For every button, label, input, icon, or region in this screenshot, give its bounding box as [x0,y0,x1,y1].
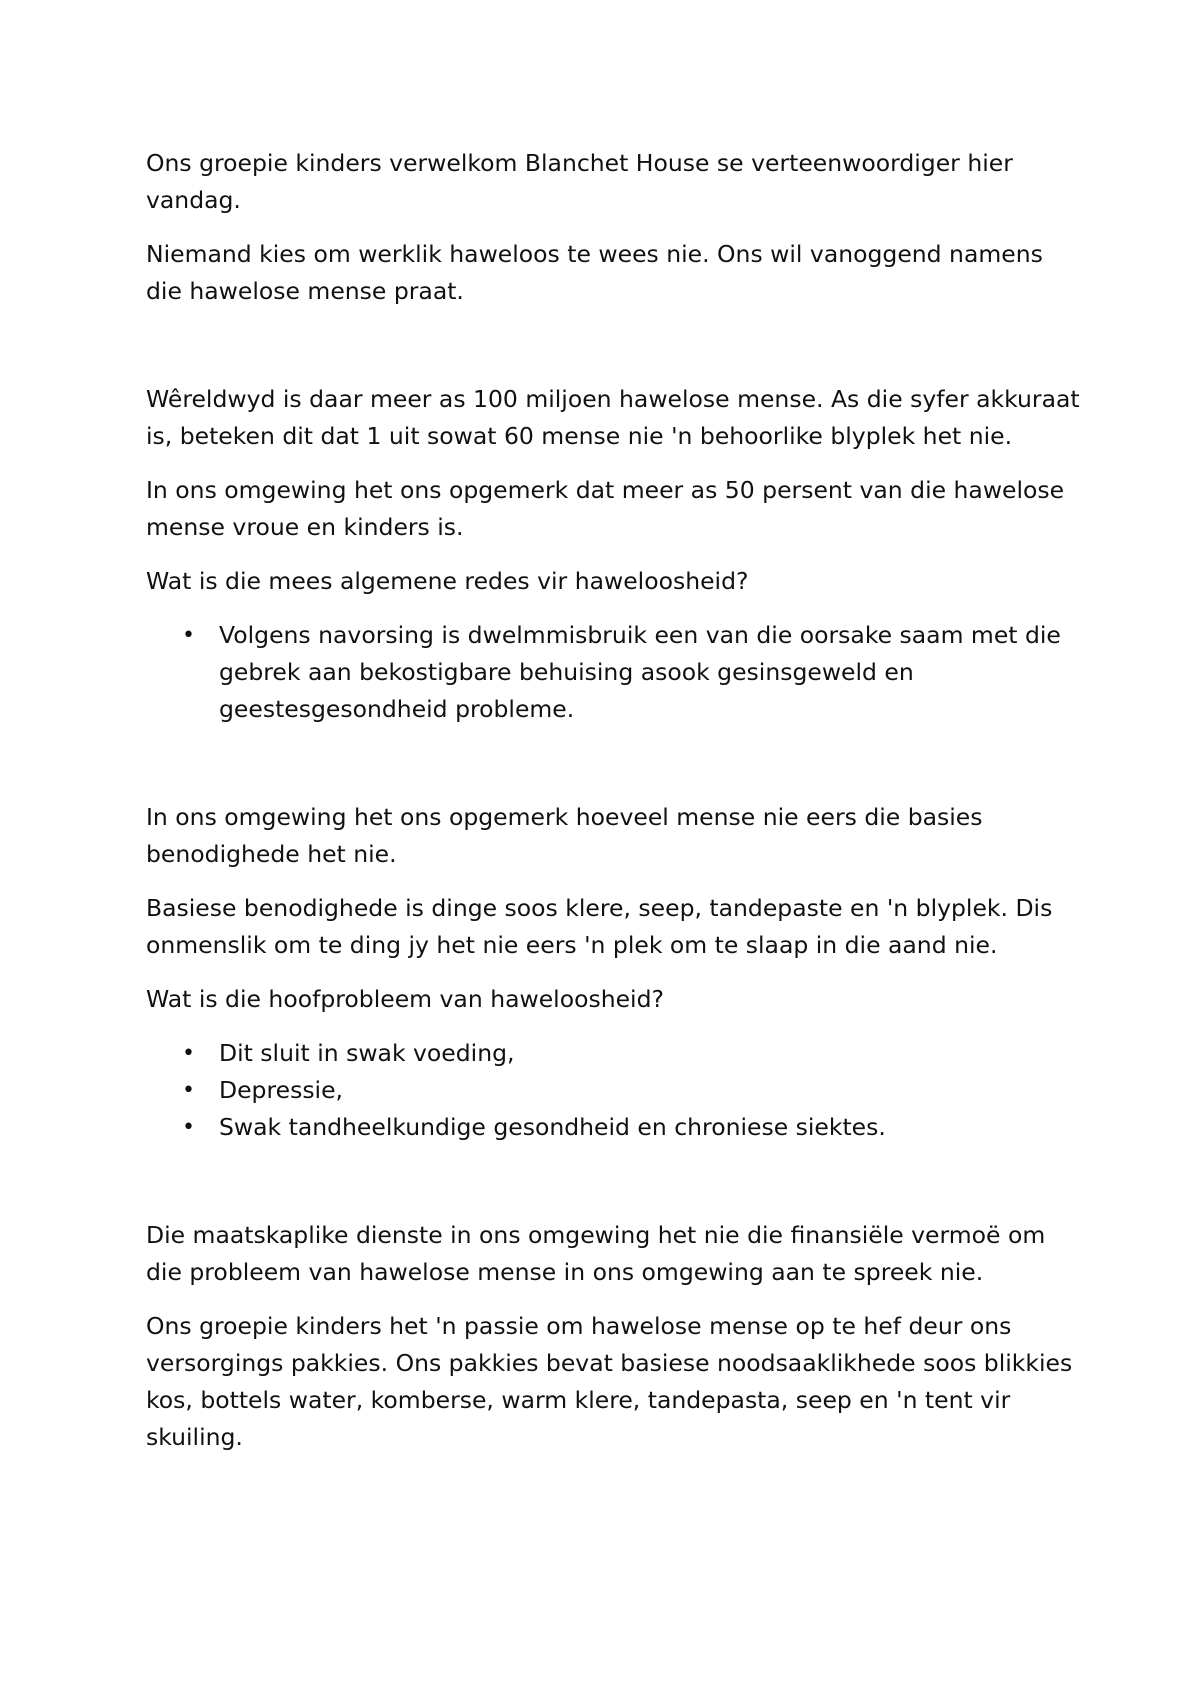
list-item-text: Depressie, [219,1076,344,1104]
list-item-text: Swak tandheelkundige gesondheid en chroniese siektes. [219,1113,886,1141]
paragraph-question-main-problem: Wat is die hoofprobleem van haweloosheid? [146,985,664,1013]
bullet-icon: • [182,623,195,648]
document-body [146,145,1086,1473]
bullet-icon: • [182,1041,195,1066]
paragraph-basic-needs-definition: Basiese benodighede is dinge soos klere, seep, tandepaste en 'n blyplek. Dis onmenslik om te ding jy het nie eers 'n plek om te slaap in die aand nie. [146,894,1053,959]
section-spacer [146,745,1086,799]
list-item [146,1072,1086,1109]
list-item [146,1035,1086,1072]
bullet-icon: • [182,1115,195,1140]
list-item-text: Dit sluit in swak voeding, [219,1039,515,1067]
paragraph-nobody-chooses: Niemand kies om werklik haweloos te wees nie. Ons wil vanoggend namens die hawelose mense praat. [146,240,1043,305]
list-item [146,617,1086,728]
list-item-text: Volgens navorsing is dwelmmisbruik een van die oorsake saam met die gebrek aan bekostigbare behuising asook gesinsgeweld en geestesgesondheid probleme. [219,621,1061,723]
paragraph-basic-needs-observed: In ons omgewing het ons opgemerk hoeveel mense nie eers die basies benodighede het nie. [146,803,983,868]
paragraph-question-reasons: Wat is die mees algemene redes vir haweloosheid? [146,567,749,595]
reasons-list [146,617,1086,728]
section-spacer [146,327,1086,381]
paragraph-women-children: In ons omgewing het ons opgemerk dat meer as 50 persent van die hawelose mense vroue en kinders is. [146,476,1065,541]
paragraph-care-packages: Ons groepie kinders het 'n passie om hawelose mense op te hef deur ons versorgings pakkies. Ons pakkies bevat basiese noodsaaklikhede soos blikkies kos, bottels water, komberse, warm klere, tandepasta, seep en 'n tent vir skuiling. [146,1312,1073,1451]
paragraph-worldwide: Wêreldwyd is daar meer as 100 miljoen hawelose mense. As die syfer akkuraat is, beteken dit dat 1 uit sowat 60 mense nie 'n behoorlike blyplek het nie. [146,385,1080,450]
list-item [146,1109,1086,1146]
section-spacer [146,1163,1086,1217]
problems-list [146,1035,1086,1146]
paragraph-social-services: Die maatskaplike dienste in ons omgewing het nie die finansiële vermoë om die probleem van hawelose mense in ons omgewing aan te spreek nie. [146,1221,1046,1286]
paragraph-welcome: Ons groepie kinders verwelkom Blanchet House se verteenwoordiger hier vandag. [146,149,1013,214]
bullet-icon: • [182,1078,195,1103]
